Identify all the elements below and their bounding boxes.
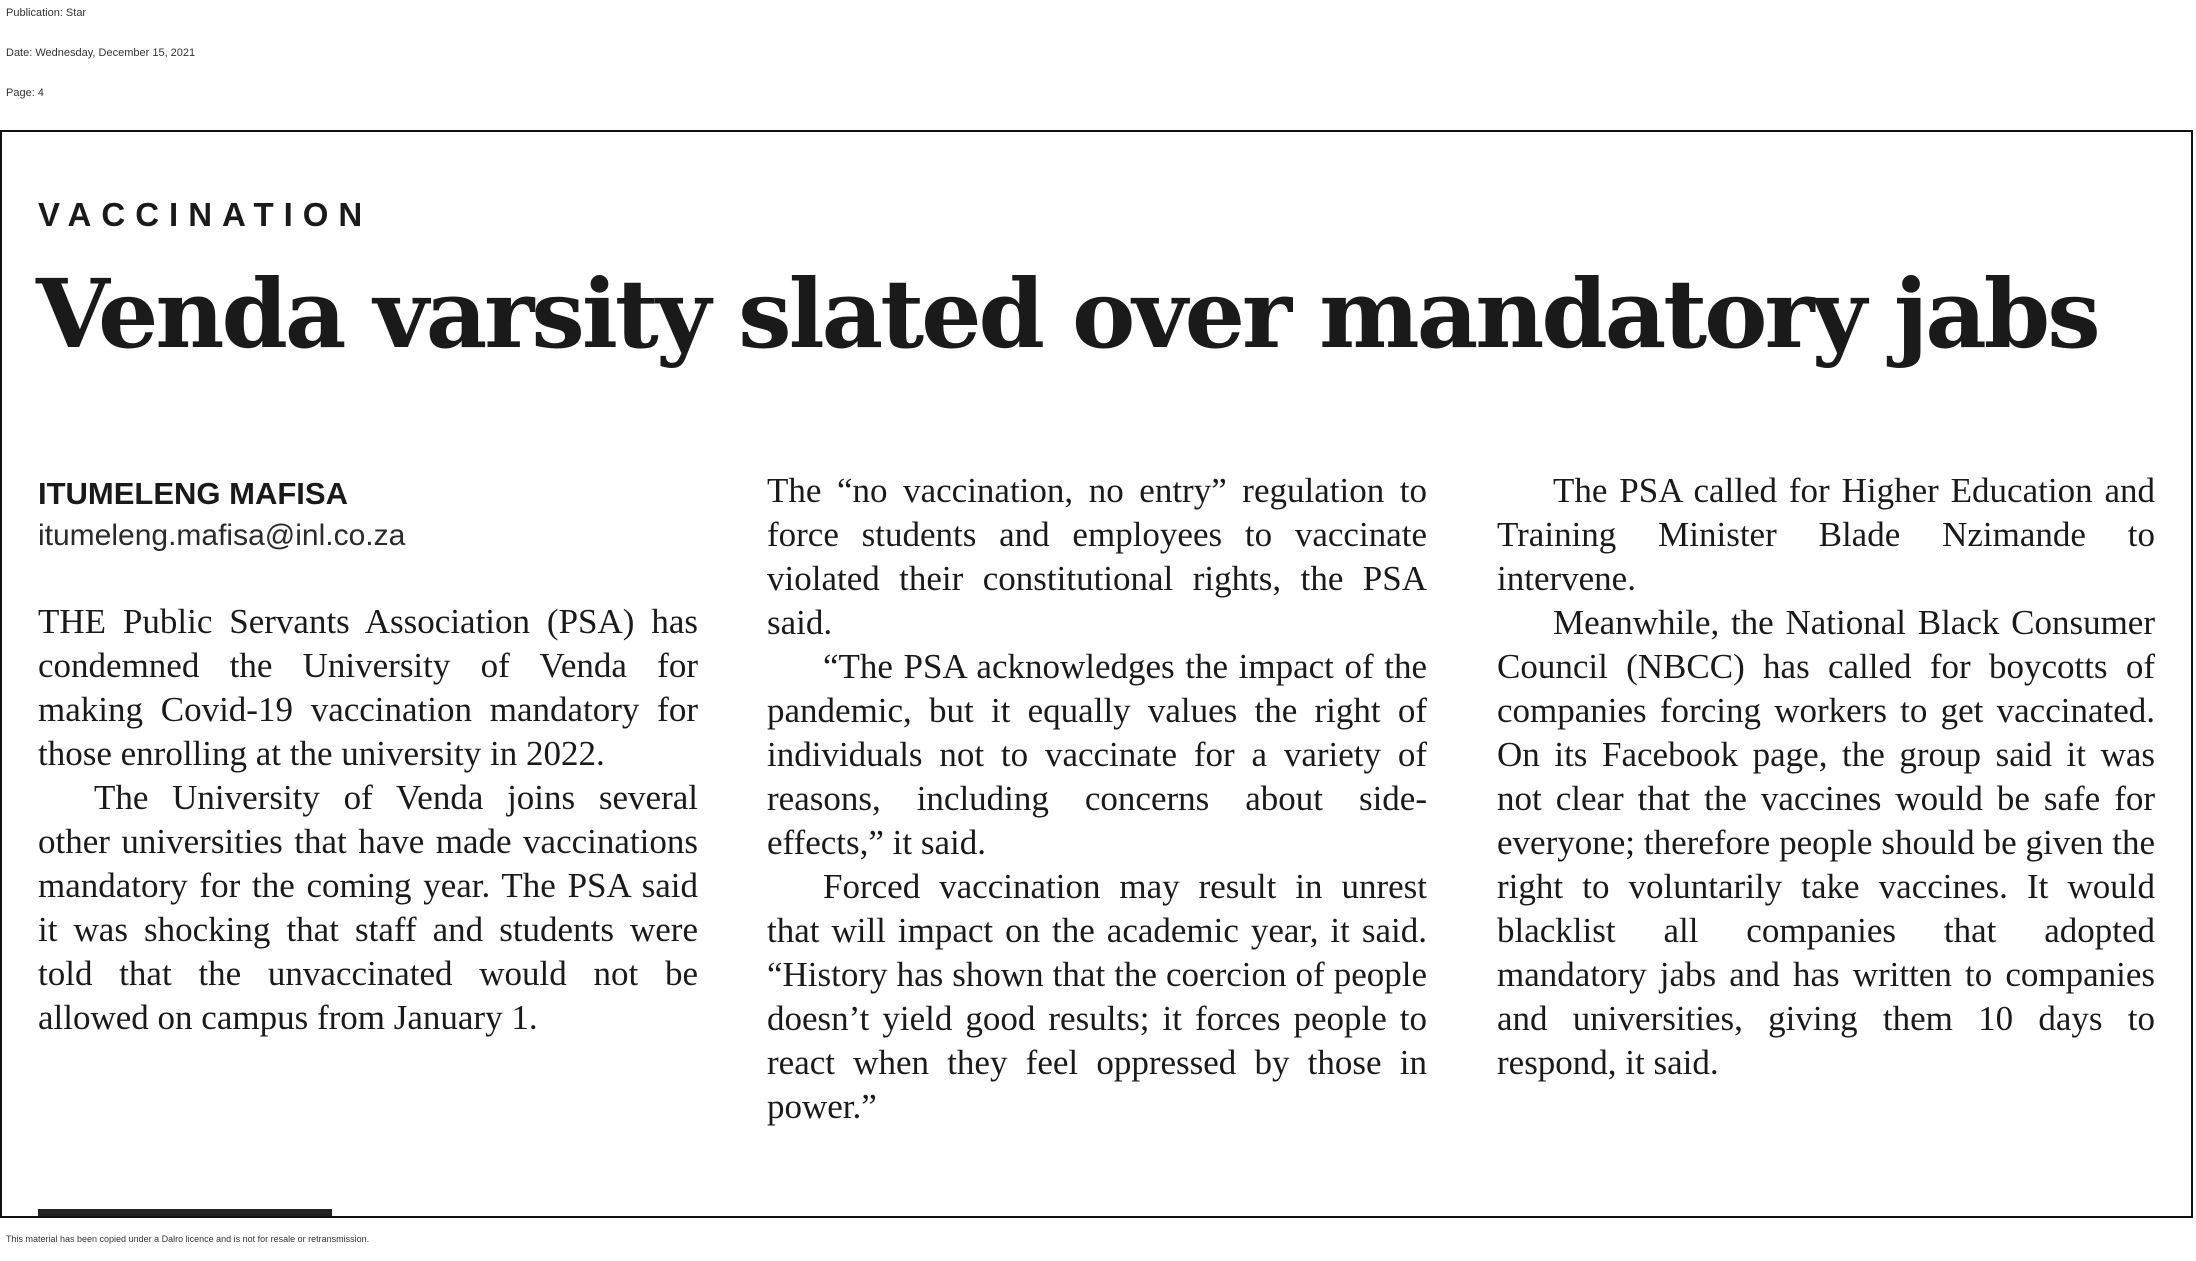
article-paragraph: Forced vaccination may result in unrest that will impact on the academic year, it said. “History has shown that the coercion of people doesn’t yield good results; it forces people to react when they feel oppressed by those in power.”: [767, 867, 1427, 1126]
article-column-1: [38, 600, 698, 1040]
copyright-notice: This material has been copied under a Dalro licence and is not for resale or retransmission.: [6, 1234, 370, 1244]
publication-label: Publication: Star: [6, 7, 87, 19]
date-label: Date: Wednesday, December 15, 2021: [6, 47, 196, 59]
article-column-2: [767, 469, 1427, 1129]
article-headline: Venda varsity slated over mandatory jabs: [36, 259, 2098, 370]
article-paragraph: THE Public Servants Association (PSA) has condemned the University of Venda for making Covid-19 vaccination mandatory for those enrolling at the university in 2022.: [38, 602, 698, 773]
article-paragraph: The PSA called for Higher Education and Training Minister Blade Nzimande to intervene.: [1497, 471, 2155, 598]
byline-author: ITUMELENG MAFISA: [38, 476, 348, 511]
page-number-label: Page: 4: [6, 87, 44, 99]
column-rule-bar: [38, 1209, 332, 1218]
section-kicker: VACCINATION: [38, 196, 373, 233]
article-paragraph: “The PSA acknowledges the impact of the pandemic, but it equally values the right of individuals not to vaccinate for a variety of reasons, including concerns about side-effects,” it said.: [767, 647, 1427, 862]
article-paragraph: The “no vaccination, no entry” regulation to force students and employees to vaccinate violated their constitutional rights, the PSA said.: [767, 471, 1427, 642]
article-column-3: [1497, 469, 2155, 1085]
article-clipping: [0, 130, 2193, 1218]
article-paragraph: Meanwhile, the National Black Consumer Council (NBCC) has called for boycotts of companies forcing workers to get vaccinated. On its Facebook page, the group said it was not clear that the vaccines would be safe for everyone; therefore people should be given the right to voluntarily take vaccines. It would blacklist all companies that adopted mandatory jabs and has written to companies and universities, giving them 10 days to respond, it said.: [1497, 603, 2155, 1082]
byline-email: itumeleng.mafisa@inl.co.za: [38, 519, 406, 552]
article-paragraph: The University of Venda joins several other universities that have made vaccinations mandatory for the coming year. The PSA said it was shocking that staff and students were told that the unvaccinated would not be allowed on campus from January 1.: [38, 778, 698, 1037]
